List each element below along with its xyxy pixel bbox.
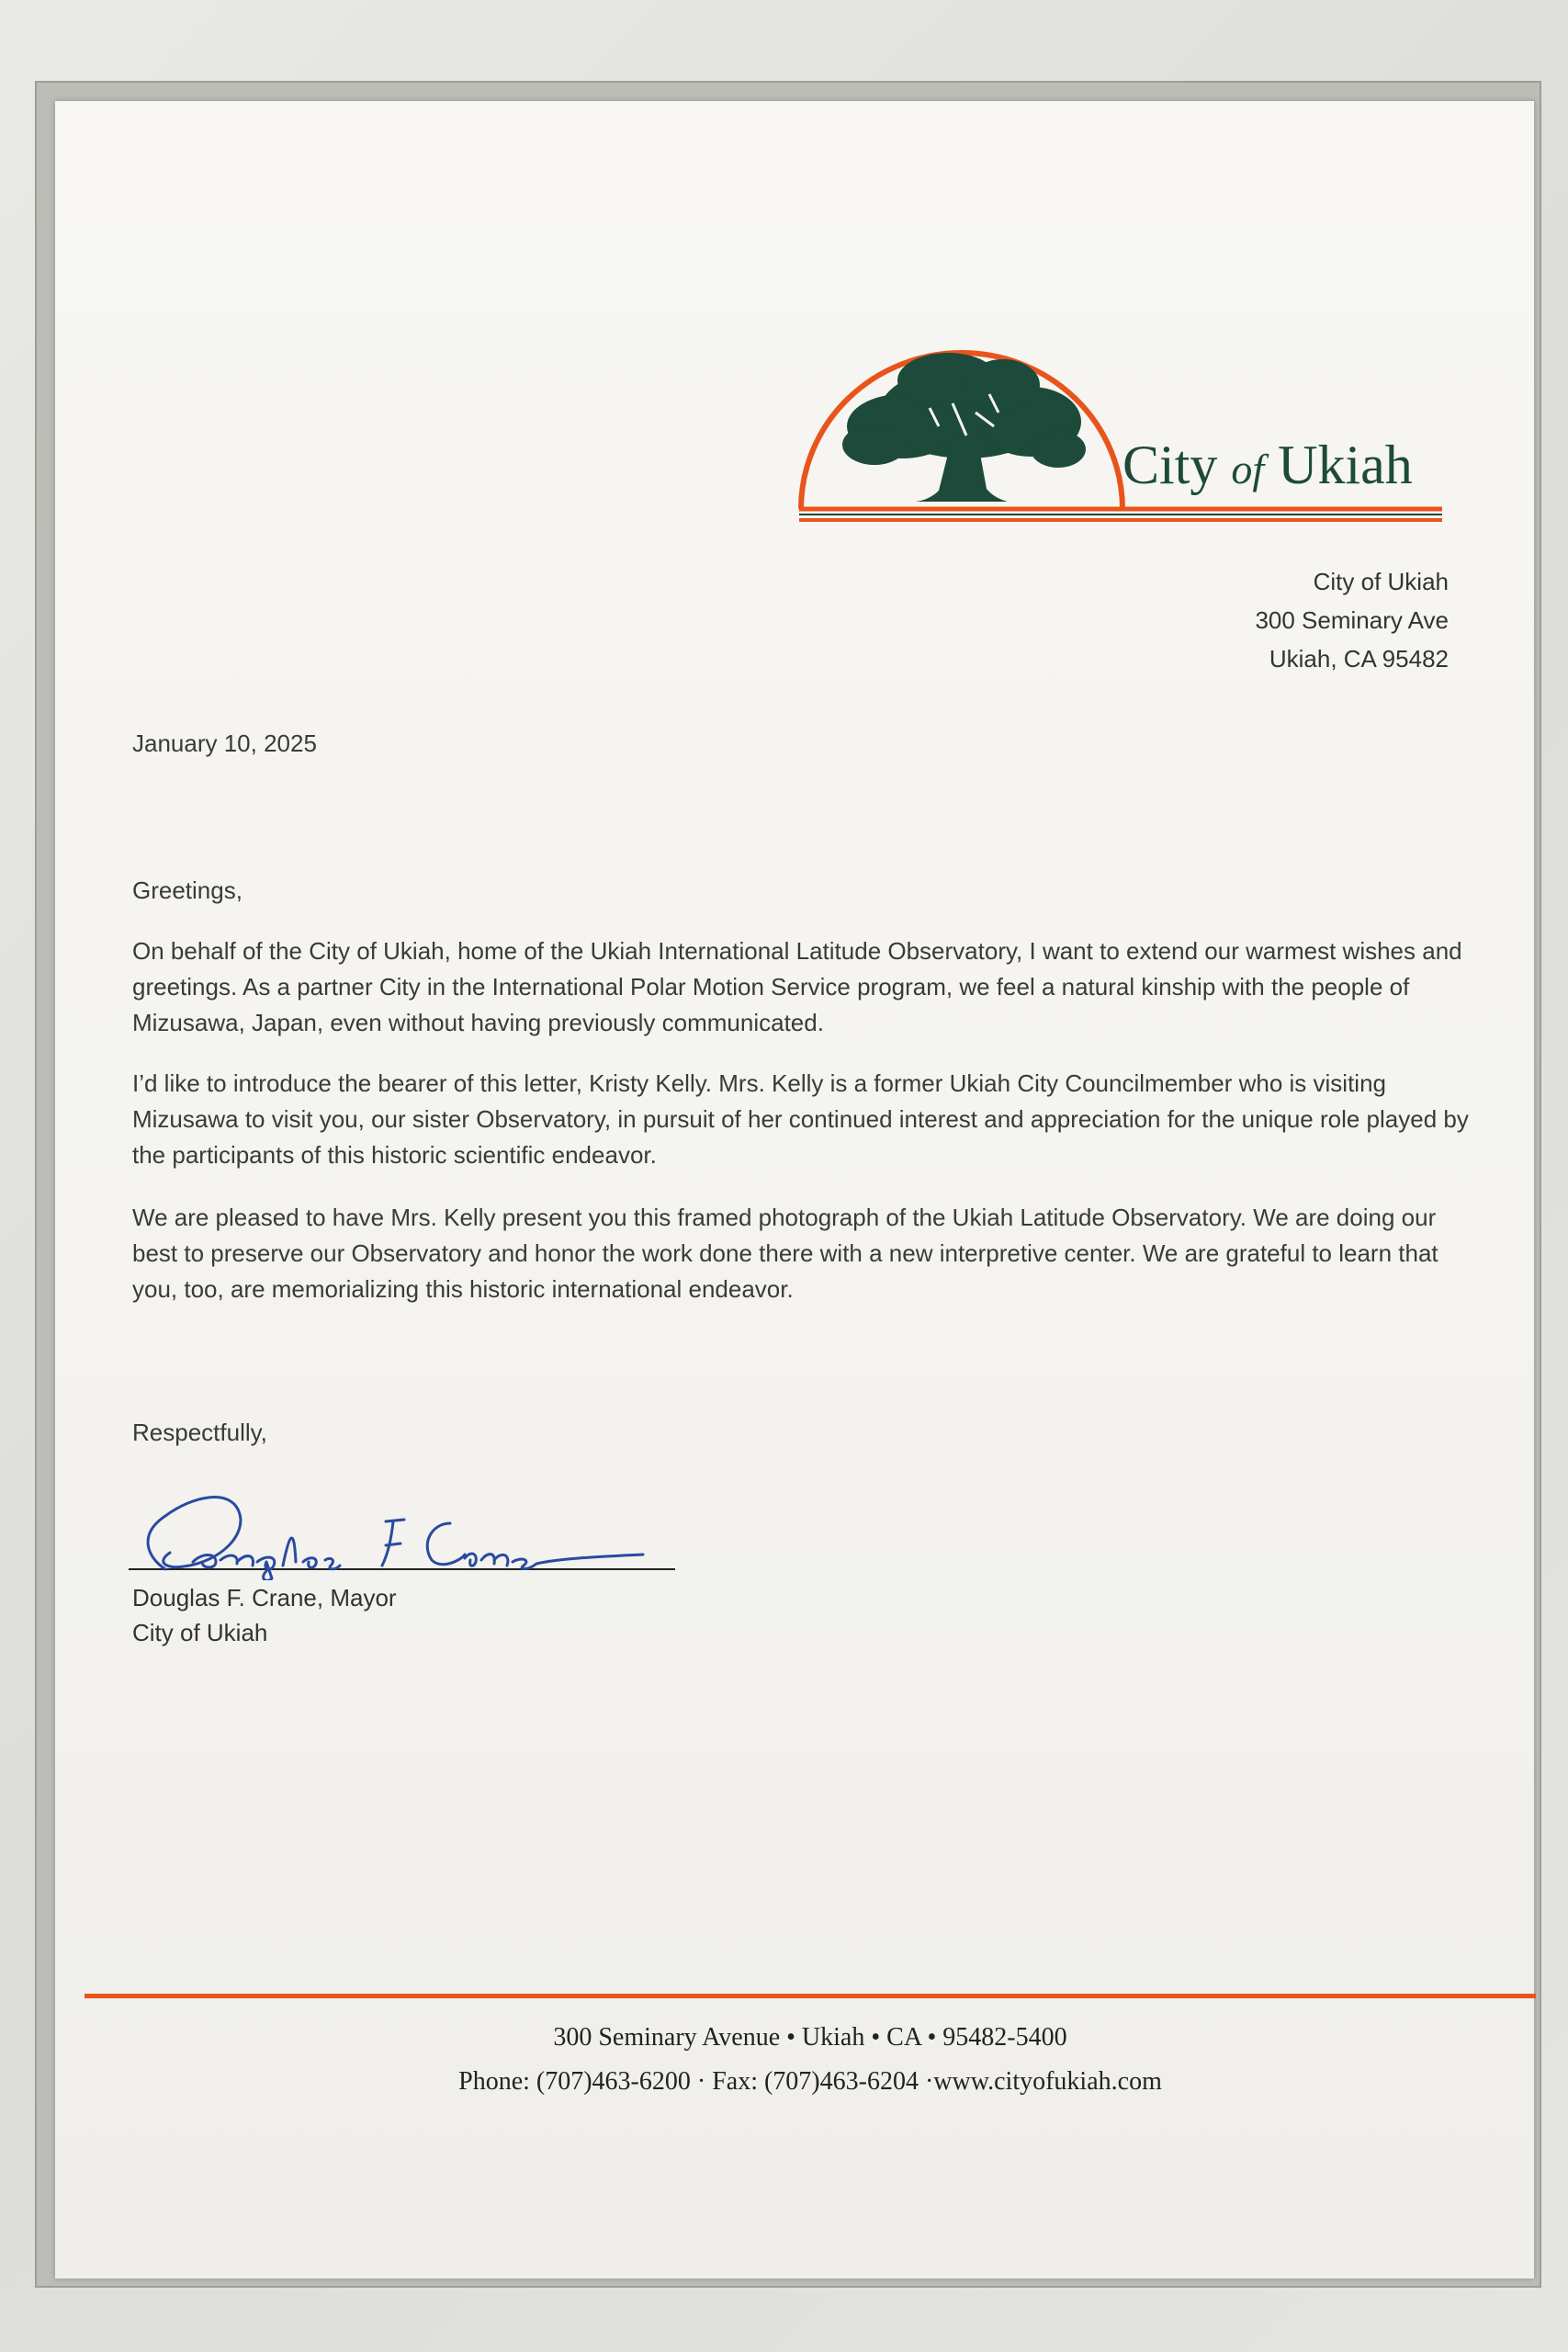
footer-contact: Phone: (707)463-6200 · Fax: (707)463-6204 ·www.cityofukiah.com (458, 2067, 1162, 2096)
letter-date: January 10, 2025 (132, 729, 317, 757)
letter-greeting: Greetings, (132, 876, 243, 904)
letter-paragraph-2: I’d like to introduce the bearer of this letter, Kristy Kelly. Mrs. Kelly is a former Ukiah City Councilmember who is visiting Mizusawa to visit you, our sister Observatory, in pursuit of her continued interest and appreciation for the unique role played by the participants of this historic scientific endeavor. (132, 1069, 1469, 1169)
footer-divider (85, 1994, 1536, 1998)
footer (85, 2016, 1536, 2104)
address-line-1: City of Ukiah (1313, 568, 1449, 595)
signer-org: City of Ukiah (132, 1619, 268, 1646)
handwritten-signature (129, 1470, 680, 1580)
signer-block (132, 1580, 397, 1650)
logo-word-ukiah: Ukiah (1278, 435, 1413, 495)
logo-word-city: City (1122, 435, 1218, 495)
signer-name: Douglas F. Crane, Mayor (132, 1584, 397, 1611)
address-line-3: Ukiah, CA 95482 (1269, 645, 1449, 673)
sender-address (1255, 562, 1449, 678)
letter-paragraph-3: We are pleased to have Mrs. Kelly present you this framed photograph of the Ukiah Latitude Observatory. We are doing our best to preserve our Observatory and honor the work done there with a new interpretive center. We are grateful to learn that you, too, are memorializing this historic international endeavor. (132, 1204, 1438, 1303)
letter-paragraph-1: On behalf of the City of Ukiah, home of the Ukiah International Latitude Observatory, I want to extend our warmest wishes and greetings. As a partner City in the International Polar Motion Service program, we feel a natural kinship with the people of Mizusawa, Japan, even without having previously communicated. (132, 937, 1462, 1036)
logo-wordmark (1122, 434, 1413, 497)
signature (129, 1470, 680, 1580)
letter-closing: Respectfully, (132, 1419, 267, 1446)
city-logo (792, 325, 1453, 527)
address-line-2: 300 Seminary Ave (1255, 606, 1449, 634)
tree-arch-icon (792, 325, 1453, 527)
logo-word-of: of (1231, 446, 1265, 492)
footer-address: 300 Seminary Avenue • Ukiah • CA • 95482-5400 (553, 2023, 1067, 2052)
